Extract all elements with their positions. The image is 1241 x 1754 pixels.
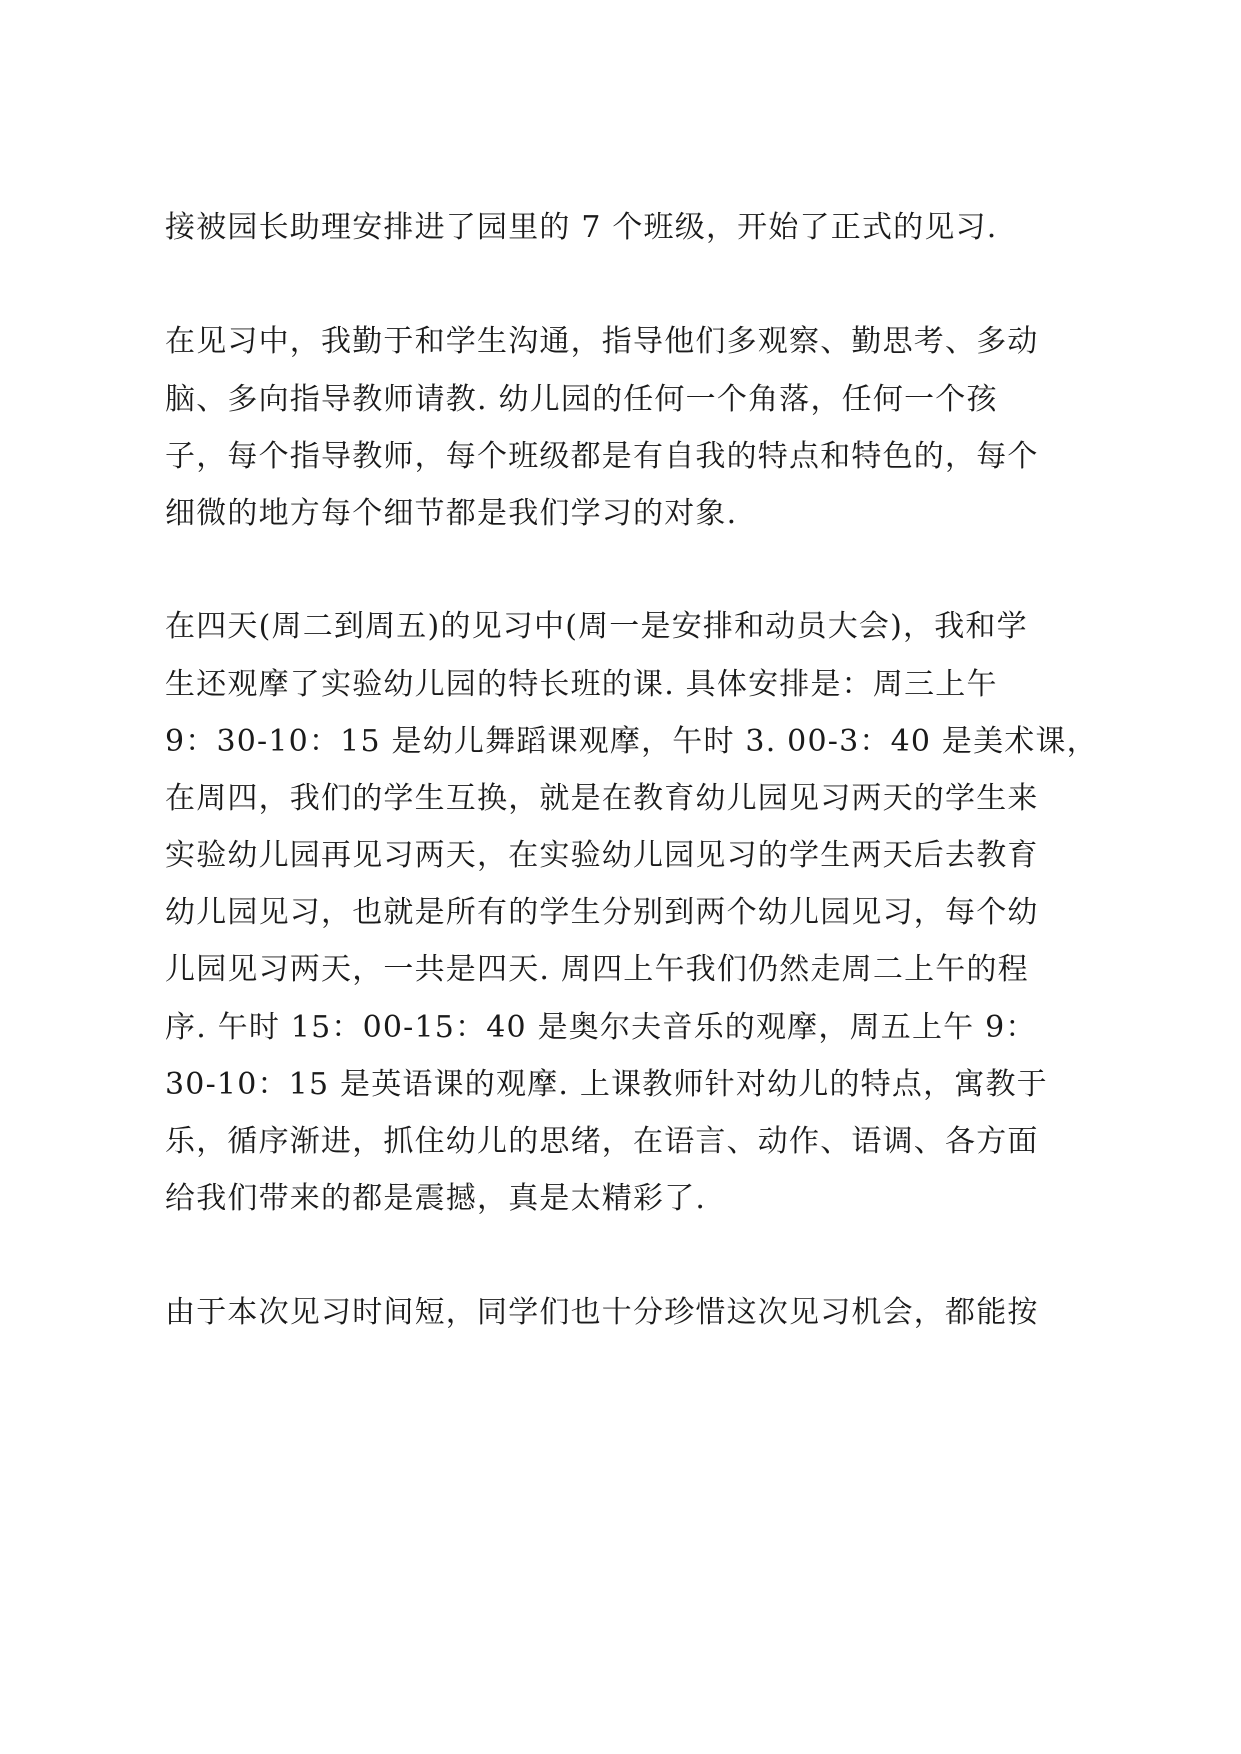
paragraph-3-line-2: 生还观摩了实验幼儿园的特长班的课. 具体安排是：周三上午	[165, 667, 998, 702]
paragraph-3-line-11: 给我们带来的都是震撼，真是太精彩了.	[165, 1181, 707, 1216]
paragraph-3-line-1: 在四天(周二到周五)的见习中(周一是安排和动员大会)，我和学	[165, 609, 1028, 644]
paragraph-3-line-7: 儿园见习两天，一共是四天. 周四上午我们仍然走周二上午的程	[165, 952, 1029, 987]
paragraph-3-line-10: 乐，循序渐进，抓住幼儿的思绪，在语言、动作、语调、各方面	[165, 1124, 1039, 1159]
paragraph-2-line-1: 在见习中，我勤于和学生沟通，指导他们多观察、勤思考、多动	[165, 324, 1039, 359]
paragraph-3-line-5: 实验幼儿园再见习两天，在实验幼儿园见习的学生两天后去教育	[165, 838, 1039, 873]
paragraph-3-line-8: 序. 午时 15：00-15：40 是奥尔夫音乐的观摩，周五上午 9：	[165, 1010, 1037, 1045]
paragraph-2-line-2: 脑、多向指导教师请教. 幼儿园的任何一个角落，任何一个孩	[165, 382, 998, 417]
paragraph-2-line-3: 子，每个指导教师，每个班级都是有自我的特点和特色的，每个	[165, 439, 1039, 474]
paragraph-1-line-1: 接被园长助理安排进了园里的 7 个班级，开始了正式的见习.	[165, 210, 998, 245]
paragraph-3-line-4: 在周四，我们的学生互换，就是在教育幼儿园见习两天的学生来	[165, 781, 1039, 816]
paragraph-3-line-6: 幼儿园见习，也就是所有的学生分别到两个幼儿园见习，每个幼	[165, 895, 1039, 930]
paragraph-4-line-1: 由于本次见习时间短，同学们也十分珍惜这次见习机会，都能按	[165, 1295, 1039, 1330]
paragraph-3-line-3: 9：30-10：15 是幼儿舞蹈课观摩，午时 3. 00-3：40 是美术课，	[165, 724, 1098, 759]
paragraph-2-line-4: 细微的地方每个细节都是我们学习的对象.	[165, 496, 738, 531]
paragraph-3-line-9: 30-10：15 是英语课的观摩. 上课教师针对幼儿的特点，寓教于	[165, 1067, 1048, 1102]
